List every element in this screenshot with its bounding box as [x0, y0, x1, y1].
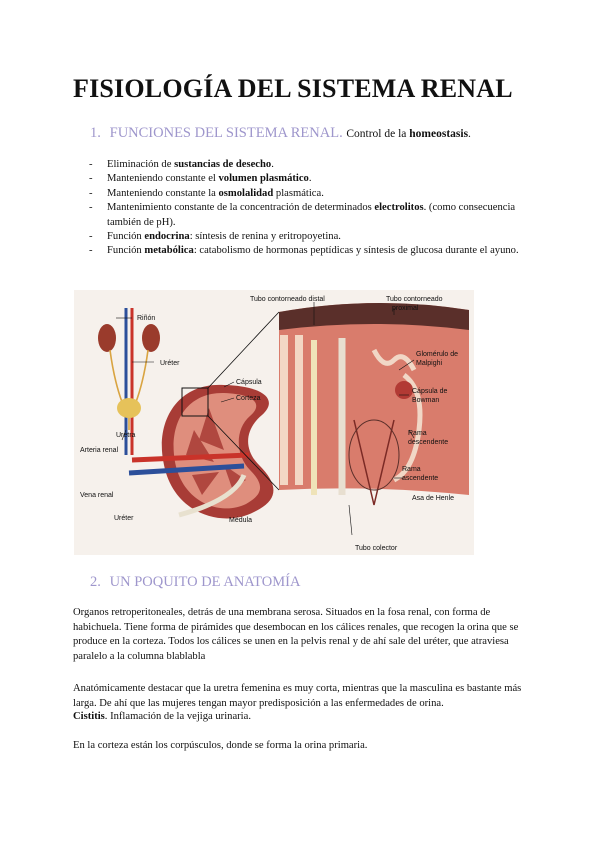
section-1-title: FUNCIONES DEL SISTEMA RENAL.: [109, 125, 343, 141]
list-item: - Función metabólica: catabolismo de hormonas peptídicas y síntesis de glucosa durante el ayuno.: [89, 244, 519, 258]
anatomy-paragraph-1: Organos retroperitoneales, detrás de una membrana serosa. Situados en la fosa renal, con forma de habichuela. Tiene forma de pirámides que desembocan en los cálices renales, que recogen la orina que se produce en la corteza. Todos los cálices se unen en la pelvis renal y de ahí sale del uréter, que atraviesa paralelo a la columna blablabla: [73, 607, 519, 662]
section-2-number: 2.: [90, 574, 101, 590]
label-rinon: Riñón: [137, 315, 156, 322]
label-rama-asc-2: ascendente: [402, 475, 439, 482]
section-2-title: UN POQUITO DE ANATOMÍA: [109, 574, 301, 590]
cistitis-paragraph: Cistitis. Inflamación de la vejiga urinaria.: [73, 711, 251, 722]
anatomy-paragraph-2: Anatómicamente destacar que la uretra femenina es muy corta, mientras que la masculina es bastante más larga. De ahí que las mujeres tengan mayor predisposición a las enfermedades de orina.: [73, 683, 522, 709]
list-item: - Mantenimiento constante de la concentración de determinados electrolitos. (como consecuencia también de pH).: [89, 201, 519, 230]
label-uretra: Uretra: [116, 432, 136, 439]
label-ureter-bottom: Uréter: [114, 515, 134, 522]
list-item: - Manteniendo constante la osmolalidad plasmática.: [89, 187, 519, 201]
section-2-heading: [90, 574, 300, 591]
functions-list: [89, 158, 519, 259]
page-title: FISIOLOGÍA DEL SISTEMA RENAL: [73, 74, 513, 103]
label-ureter-top: Uréter: [160, 360, 180, 367]
kidney-anatomy-figure: [74, 290, 474, 555]
label-glomerulo-1: Glomérulo de: [416, 351, 459, 358]
label-tubo-distal: Tubo contorneado distal: [250, 296, 325, 303]
label-capsula-bowman-1: Cápsula de: [412, 388, 448, 395]
nephron-block: [279, 303, 469, 505]
section-1-number: 1.: [90, 125, 101, 141]
label-rama-asc-1: Rama: [402, 466, 421, 473]
section-1-heading: [90, 125, 471, 142]
label-medula: Médula: [229, 517, 252, 524]
label-tubo-proximal-2: proximal: [392, 305, 419, 312]
list-item: - Función endocrina: síntesis de renina y eritropoyetina.: [89, 230, 519, 244]
label-tubo-proximal-1: Tubo contorneado: [386, 296, 443, 303]
section-1-intro: Control de la homeostasis.: [346, 128, 471, 140]
label-arteria-renal: Arteria renal: [80, 447, 119, 454]
label-corteza: Corteza: [236, 395, 261, 402]
list-item: - Manteniendo constante el volumen plasmático.: [89, 172, 519, 186]
label-rama-desc-2: descendente: [408, 439, 449, 446]
anatomy-paragraph-4: En la corteza están los corpúsculos, donde se forma la orina primaria.: [73, 740, 368, 751]
label-glomerulo-2: Malpighi: [416, 360, 443, 367]
label-asa-henle: Asa de Henle: [412, 495, 455, 502]
label-capsula-bowman-2: Bowman: [412, 397, 440, 404]
label-rama-desc-1: Rama: [408, 430, 427, 437]
label-tubo-colector: Tubo colector: [355, 545, 398, 552]
label-capsula: Cápsula: [236, 379, 262, 386]
label-vena-renal: Vena renal: [80, 492, 114, 499]
list-item: - Eliminación de sustancias de desecho.: [89, 158, 519, 172]
